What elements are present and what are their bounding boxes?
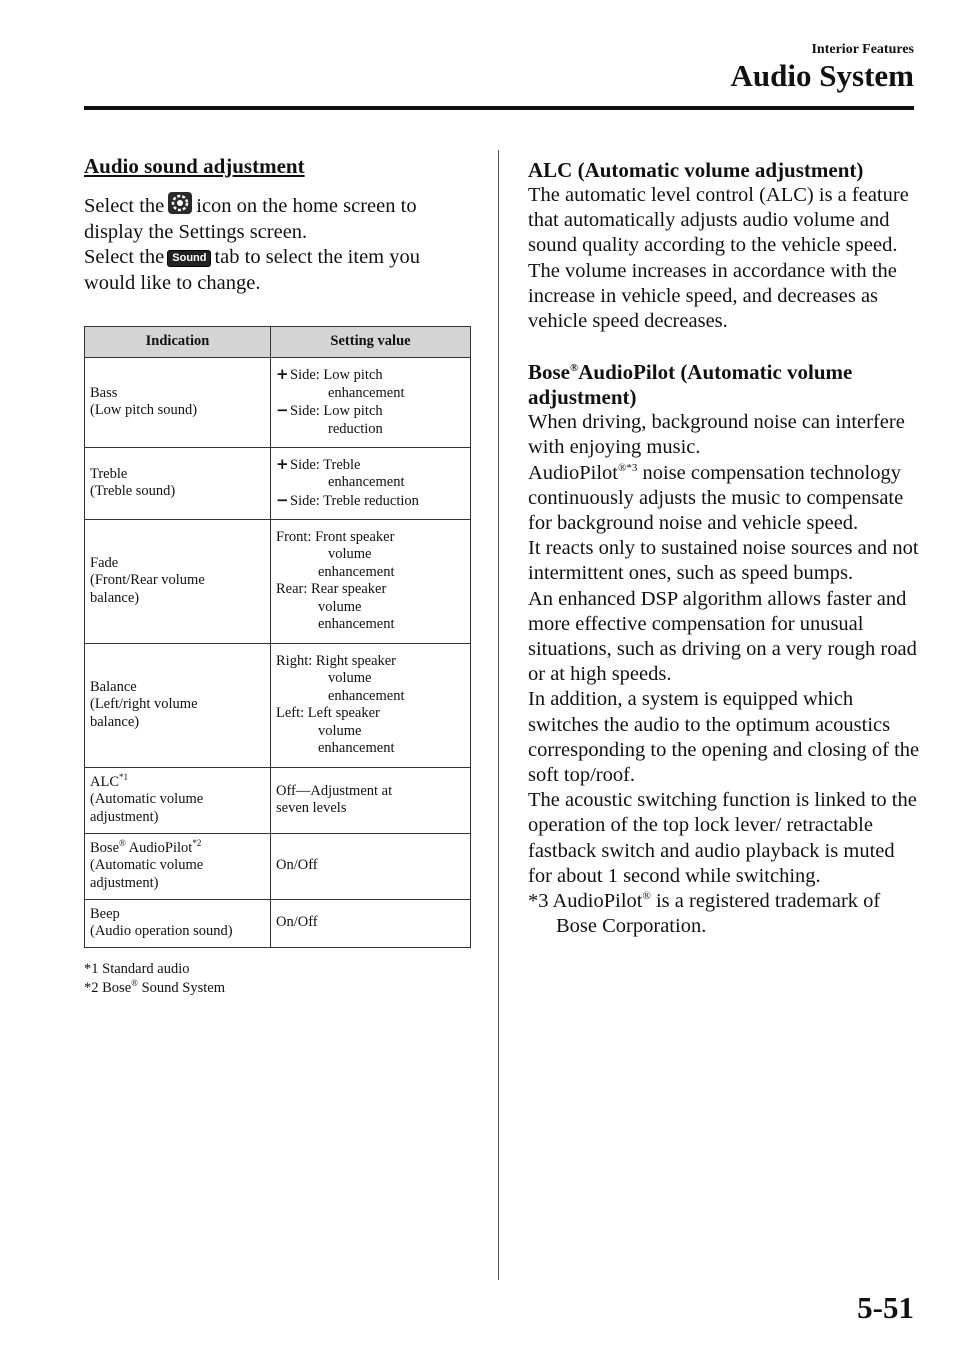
sound-tab-badge: Sound — [167, 250, 211, 267]
indication-cell: Treble (Treble sound) — [85, 447, 271, 519]
setting-cell: Right: Right speaker volume enhancement Left: Left speaker volume enhancement — [271, 643, 471, 767]
table-row — [85, 833, 471, 899]
table-row — [85, 519, 471, 643]
indication-cell: Balance (Left/right volume balance) — [85, 643, 271, 767]
section-title: Audio sound adjustment — [84, 154, 305, 178]
setting-cell: Off—Adjustment at seven levels — [271, 767, 471, 833]
intro-text: Select the — [84, 246, 165, 268]
plus-icon: + — [276, 365, 289, 383]
settings-gear-icon — [167, 191, 193, 215]
plus-icon: + — [276, 454, 289, 473]
right-column — [528, 158, 920, 939]
setting-cell: On/Off — [271, 899, 471, 947]
settings-table — [84, 326, 471, 948]
intro-text: tab to select the item you would like to change. — [84, 246, 420, 294]
alc-paragraph: The automatic level control (ALC) is a feature that automatically adjusts audio volume and sound quality according to the vehicle speed. The volume increases in accordance with the increase in vehicle speed, and decreases as vehicle speed decreases. — [528, 184, 909, 333]
footnote-1: *1 Standard audio — [84, 960, 190, 977]
indication-cell: Fade (Front/Rear volume balance) — [85, 519, 271, 643]
header-category: Interior Features — [811, 42, 914, 57]
bose-paragraph-5: In addition, a system is equipped which switches the audio to the optimum acoustics corresponding to the opening and closing of the soft top/roof. — [528, 688, 920, 787]
table-row — [85, 447, 471, 519]
alc-heading: ALC (Automatic volume adjustment) — [528, 158, 864, 182]
indication-cell: ALC$^{*1}$ (Automatic volume adjustment) — [85, 767, 271, 833]
bose-paragraph-6: The acoustic switching function is linked to the operation of the top lock lever/ retractable fastback switch and audio playback is muted for about 1 second while switching. — [528, 789, 917, 887]
intro-text: icon on the home screen to display the Settings screen. — [84, 195, 417, 243]
table-row — [85, 767, 471, 833]
footnote-3: *3 AudioPilot® is a registered trademark of Bose Corporation. — [528, 890, 881, 938]
indication-cell: Bass (Low pitch sound) — [85, 357, 271, 447]
table-row — [85, 899, 471, 947]
intro-paragraph — [84, 191, 474, 296]
setting-cell: +Side: Treble enhancement −Side: Treble reduction — [271, 447, 471, 519]
bose-heading: Bose®AudioPilot (Automatic volume adjustment) — [528, 360, 853, 410]
table-footnotes — [84, 960, 474, 998]
col-header-indication: Indication — [85, 327, 271, 358]
setting-cell: On/Off — [271, 833, 471, 899]
header-divider — [84, 106, 914, 110]
bose-paragraph-4: An enhanced DSP algorithm allows faster and more effective compensation for unusual situations, such as driving on a very rough road or at high speeds. — [528, 587, 917, 686]
indication-cell: Beep (Audio operation sound) — [85, 899, 271, 947]
page-number: 5-51 — [857, 1290, 914, 1325]
table-row — [85, 357, 471, 447]
page-title: Audio System — [730, 58, 914, 93]
setting-cell: Front: Front speaker volume enhancement Rear: Rear speaker volume enhancement — [271, 519, 471, 643]
indication-cell: Bose® AudioPilot$^{*2}$ (Automatic volume adjustment) — [85, 833, 271, 899]
col-header-setting: Setting value — [271, 327, 471, 358]
table-row — [85, 643, 471, 767]
bose-paragraph-2: AudioPilot$^{®*3}$ noise compensation technology continuously adjusts the music to compensate for background noise and vehicle speed. — [528, 461, 904, 535]
bose-paragraph-3: It reacts only to sustained noise sources and not intermittent ones, such as speed bumps. — [528, 537, 919, 585]
footnote-2: *2 Bose® Sound System — [84, 977, 225, 996]
bose-paragraph-1: When driving, background noise can interfere with enjoying music. — [528, 411, 905, 459]
column-divider — [498, 150, 499, 1280]
intro-text: Select the — [84, 195, 165, 217]
left-column — [84, 154, 474, 998]
setting-cell: +Side: Low pitch enhancement −Side: Low pitch reduction — [271, 357, 471, 447]
minus-icon: − — [276, 401, 289, 419]
minus-icon: − — [276, 490, 289, 509]
